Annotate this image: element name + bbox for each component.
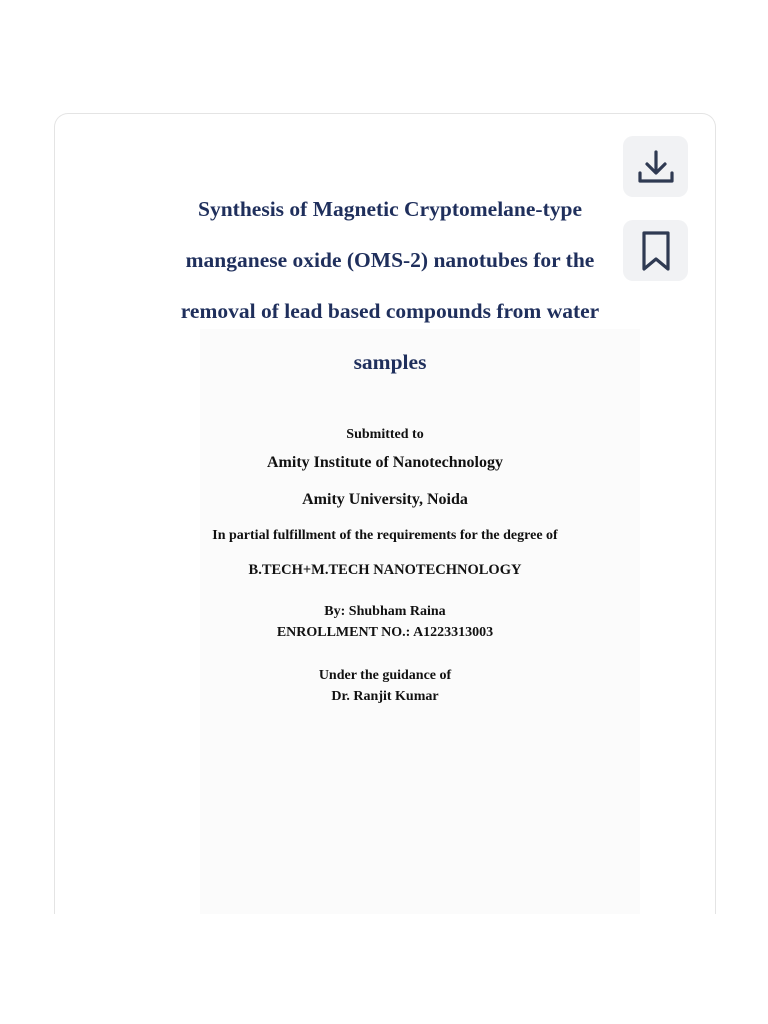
download-icon bbox=[636, 147, 676, 187]
download-button[interactable] bbox=[623, 136, 688, 197]
page-background bbox=[200, 329, 640, 914]
bookmark-button[interactable] bbox=[623, 220, 688, 281]
submitted-to-label: Submitted to bbox=[346, 427, 424, 442]
fulfillment-text: In partial fulfillment of the requirements for the degree of bbox=[212, 528, 558, 543]
document-title bbox=[150, 184, 630, 388]
title-line-1: Synthesis of Magnetic Cryptomelane-type bbox=[198, 197, 582, 221]
guide-name: Dr. Ranjit Kumar bbox=[331, 689, 439, 704]
institute-name: Amity Institute of Nanotechnology bbox=[267, 454, 503, 471]
document-page-card[interactable] bbox=[54, 113, 716, 914]
degree-name: B.TECH+M.TECH NANOTECHNOLOGY bbox=[248, 562, 522, 578]
enrollment-number: ENROLLMENT NO.: A1223313003 bbox=[276, 625, 494, 640]
bookmark-icon bbox=[639, 229, 673, 273]
guidance-label: Under the guidance of bbox=[318, 668, 452, 683]
title-line-3: removal of lead based compounds from water bbox=[180, 299, 600, 323]
university-name: Amity University, Noida bbox=[302, 491, 468, 508]
title-line-4: samples bbox=[353, 350, 427, 374]
author-name: By: Shubham Raina bbox=[324, 604, 446, 619]
title-line-2: manganese oxide (OMS-2) nanotubes for the bbox=[185, 248, 595, 272]
